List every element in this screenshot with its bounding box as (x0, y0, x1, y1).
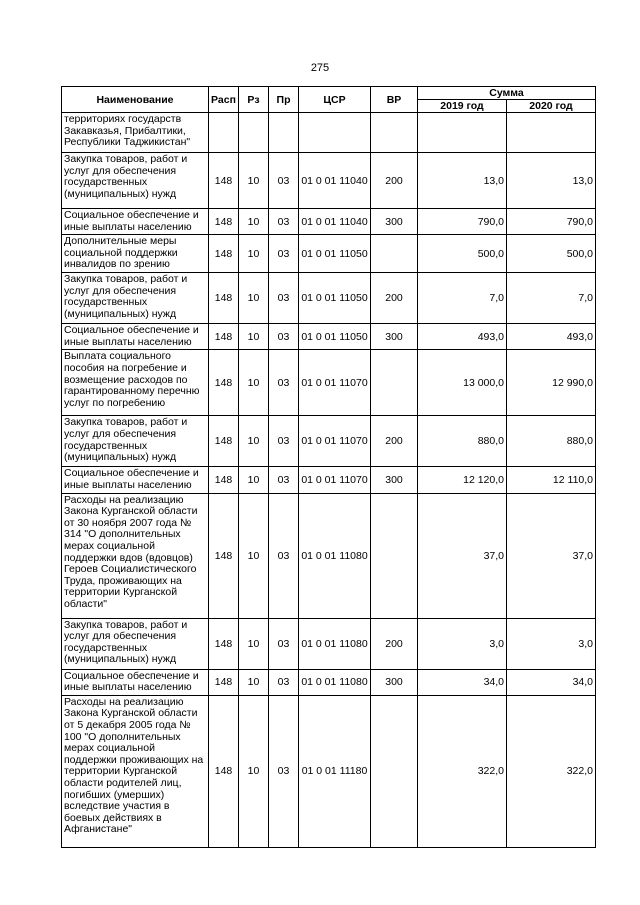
cell-vr: 300 (371, 669, 418, 695)
cell-vr: 200 (371, 416, 418, 467)
cell-csr: 01 0 01 11050 (299, 273, 371, 324)
budget-table (61, 86, 596, 848)
cell-csr: 01 0 01 11080 (299, 618, 371, 669)
cell-csr: 01 0 01 11080 (299, 493, 371, 618)
cell-pr: 03 (269, 209, 299, 235)
cell-name: территориях государств Закавказья, Прибалтики, Республики Таджикистан" (62, 113, 209, 153)
header-2020: 2020 год (507, 100, 596, 113)
cell-rz: 10 (239, 618, 269, 669)
cell-rz: 10 (239, 416, 269, 467)
cell-pr: 03 (269, 493, 299, 618)
header-vr: ВР (371, 87, 418, 113)
page-number: 275 (310, 62, 330, 74)
cell-2020: 3,0 (507, 618, 596, 669)
cell-vr: 300 (371, 209, 418, 235)
table-row (62, 493, 596, 618)
cell-2019: 880,0 (418, 416, 507, 467)
cell-2020: 7,0 (507, 273, 596, 324)
cell-2019: 322,0 (418, 695, 507, 847)
cell-rz: 10 (239, 695, 269, 847)
cell-name: Закупка товаров, работ и услуг для обеспечения государственных (муниципальных) нужд (62, 618, 209, 669)
cell-rasp: 148 (209, 618, 239, 669)
cell-rasp: 148 (209, 235, 239, 273)
cell-csr (299, 113, 371, 153)
table-row (62, 209, 596, 235)
cell-pr (269, 113, 299, 153)
cell-vr: 300 (371, 324, 418, 350)
cell-vr (371, 695, 418, 847)
header-csr: ЦСР (299, 87, 371, 113)
table-row (62, 618, 596, 669)
cell-pr: 03 (269, 273, 299, 324)
cell-rasp: 148 (209, 324, 239, 350)
cell-rasp: 148 (209, 467, 239, 493)
cell-2020: 493,0 (507, 324, 596, 350)
cell-2020: 34,0 (507, 669, 596, 695)
cell-vr: 200 (371, 273, 418, 324)
cell-rz (239, 113, 269, 153)
table-row (62, 416, 596, 467)
cell-vr: 200 (371, 618, 418, 669)
cell-csr: 01 0 01 11070 (299, 416, 371, 467)
table-row (62, 467, 596, 493)
table-row (62, 669, 596, 695)
cell-vr (371, 350, 418, 416)
cell-rz: 10 (239, 669, 269, 695)
cell-2020: 37,0 (507, 493, 596, 618)
cell-2019: 790,0 (418, 209, 507, 235)
cell-rasp: 148 (209, 669, 239, 695)
cell-csr: 01 0 01 11070 (299, 350, 371, 416)
cell-rz: 10 (239, 273, 269, 324)
cell-2019: 493,0 (418, 324, 507, 350)
cell-2019: 37,0 (418, 493, 507, 618)
cell-vr (371, 113, 418, 153)
cell-rz: 10 (239, 235, 269, 273)
cell-name: Закупка товаров, работ и услуг для обеспечения государственных (муниципальных) нужд (62, 273, 209, 324)
cell-csr: 01 0 01 11070 (299, 467, 371, 493)
cell-csr: 01 0 01 11050 (299, 235, 371, 273)
table-row (62, 695, 596, 847)
cell-name: Социальное обеспечение и иные выплаты населению (62, 669, 209, 695)
cell-name: Расходы на реализацию Закона Курганской области от 5 декабря 2005 года № 100 "О дополнительных мерах социальной поддержки проживающих на территории Курганской области родителей лиц, погибших (умерших) вследствие участия в боевых действиях в Афганистане" (62, 695, 209, 847)
cell-vr (371, 493, 418, 618)
cell-2020: 12 990,0 (507, 350, 596, 416)
cell-2020: 880,0 (507, 416, 596, 467)
cell-2020: 12 110,0 (507, 467, 596, 493)
cell-rz: 10 (239, 324, 269, 350)
cell-2020 (507, 113, 596, 153)
table-body (62, 113, 596, 848)
cell-pr: 03 (269, 695, 299, 847)
cell-rasp: 148 (209, 350, 239, 416)
table-row (62, 350, 596, 416)
cell-2020: 790,0 (507, 209, 596, 235)
cell-csr: 01 0 01 11040 (299, 153, 371, 209)
cell-2020: 13,0 (507, 153, 596, 209)
cell-name: Дополнительные меры социальной поддержки инвалидов по зрению (62, 235, 209, 273)
header-pr: Пр (269, 87, 299, 113)
cell-pr: 03 (269, 235, 299, 273)
header-sum: Сумма (418, 87, 596, 100)
cell-2019: 34,0 (418, 669, 507, 695)
table-row (62, 153, 596, 209)
cell-2019: 3,0 (418, 618, 507, 669)
cell-rz: 10 (239, 493, 269, 618)
cell-name: Расходы на реализацию Закона Курганской области от 30 ноября 2007 года № 314 "О дополнительных мерах социальной поддержки вдов (вдовцов) Героев Социалистического Труда, проживающих на территории Курганской области" (62, 493, 209, 618)
cell-rasp: 148 (209, 416, 239, 467)
cell-csr: 01 0 01 11180 (299, 695, 371, 847)
cell-csr: 01 0 01 11040 (299, 209, 371, 235)
table-row (62, 273, 596, 324)
cell-rz: 10 (239, 350, 269, 416)
cell-rasp: 148 (209, 493, 239, 618)
cell-vr (371, 235, 418, 273)
cell-2020: 500,0 (507, 235, 596, 273)
header-rz: Рз (239, 87, 269, 113)
cell-rasp: 148 (209, 695, 239, 847)
cell-name: Социальное обеспечение и иные выплаты населению (62, 467, 209, 493)
cell-2020: 322,0 (507, 695, 596, 847)
cell-rz: 10 (239, 467, 269, 493)
cell-2019: 12 120,0 (418, 467, 507, 493)
cell-name: Социальное обеспечение и иные выплаты населению (62, 324, 209, 350)
cell-csr: 01 0 01 11080 (299, 669, 371, 695)
cell-name: Закупка товаров, работ и услуг для обеспечения государственных (муниципальных) нужд (62, 416, 209, 467)
cell-2019: 13,0 (418, 153, 507, 209)
cell-2019: 13 000,0 (418, 350, 507, 416)
cell-pr: 03 (269, 416, 299, 467)
cell-rasp (209, 113, 239, 153)
cell-pr: 03 (269, 324, 299, 350)
header-rasp: Расп (209, 87, 239, 113)
cell-name: Выплата социального пособия на погребение и возмещение расходов по гарантированному перечню услуг по погребению (62, 350, 209, 416)
cell-pr: 03 (269, 618, 299, 669)
cell-rasp: 148 (209, 209, 239, 235)
cell-csr: 01 0 01 11050 (299, 324, 371, 350)
cell-pr: 03 (269, 350, 299, 416)
cell-name: Закупка товаров, работ и услуг для обеспечения государственных (муниципальных) нужд (62, 153, 209, 209)
cell-rasp: 148 (209, 273, 239, 324)
cell-2019: 7,0 (418, 273, 507, 324)
table-row (62, 113, 596, 153)
header-2019: 2019 год (418, 100, 507, 113)
cell-rz: 10 (239, 209, 269, 235)
cell-vr: 300 (371, 467, 418, 493)
cell-vr: 200 (371, 153, 418, 209)
cell-2019 (418, 113, 507, 153)
cell-rasp: 148 (209, 153, 239, 209)
cell-pr: 03 (269, 467, 299, 493)
cell-pr: 03 (269, 153, 299, 209)
cell-2019: 500,0 (418, 235, 507, 273)
header-name: Наименование (62, 87, 209, 113)
cell-rz: 10 (239, 153, 269, 209)
cell-pr: 03 (269, 669, 299, 695)
table-row (62, 235, 596, 273)
table-row (62, 324, 596, 350)
cell-name: Социальное обеспечение и иные выплаты населению (62, 209, 209, 235)
